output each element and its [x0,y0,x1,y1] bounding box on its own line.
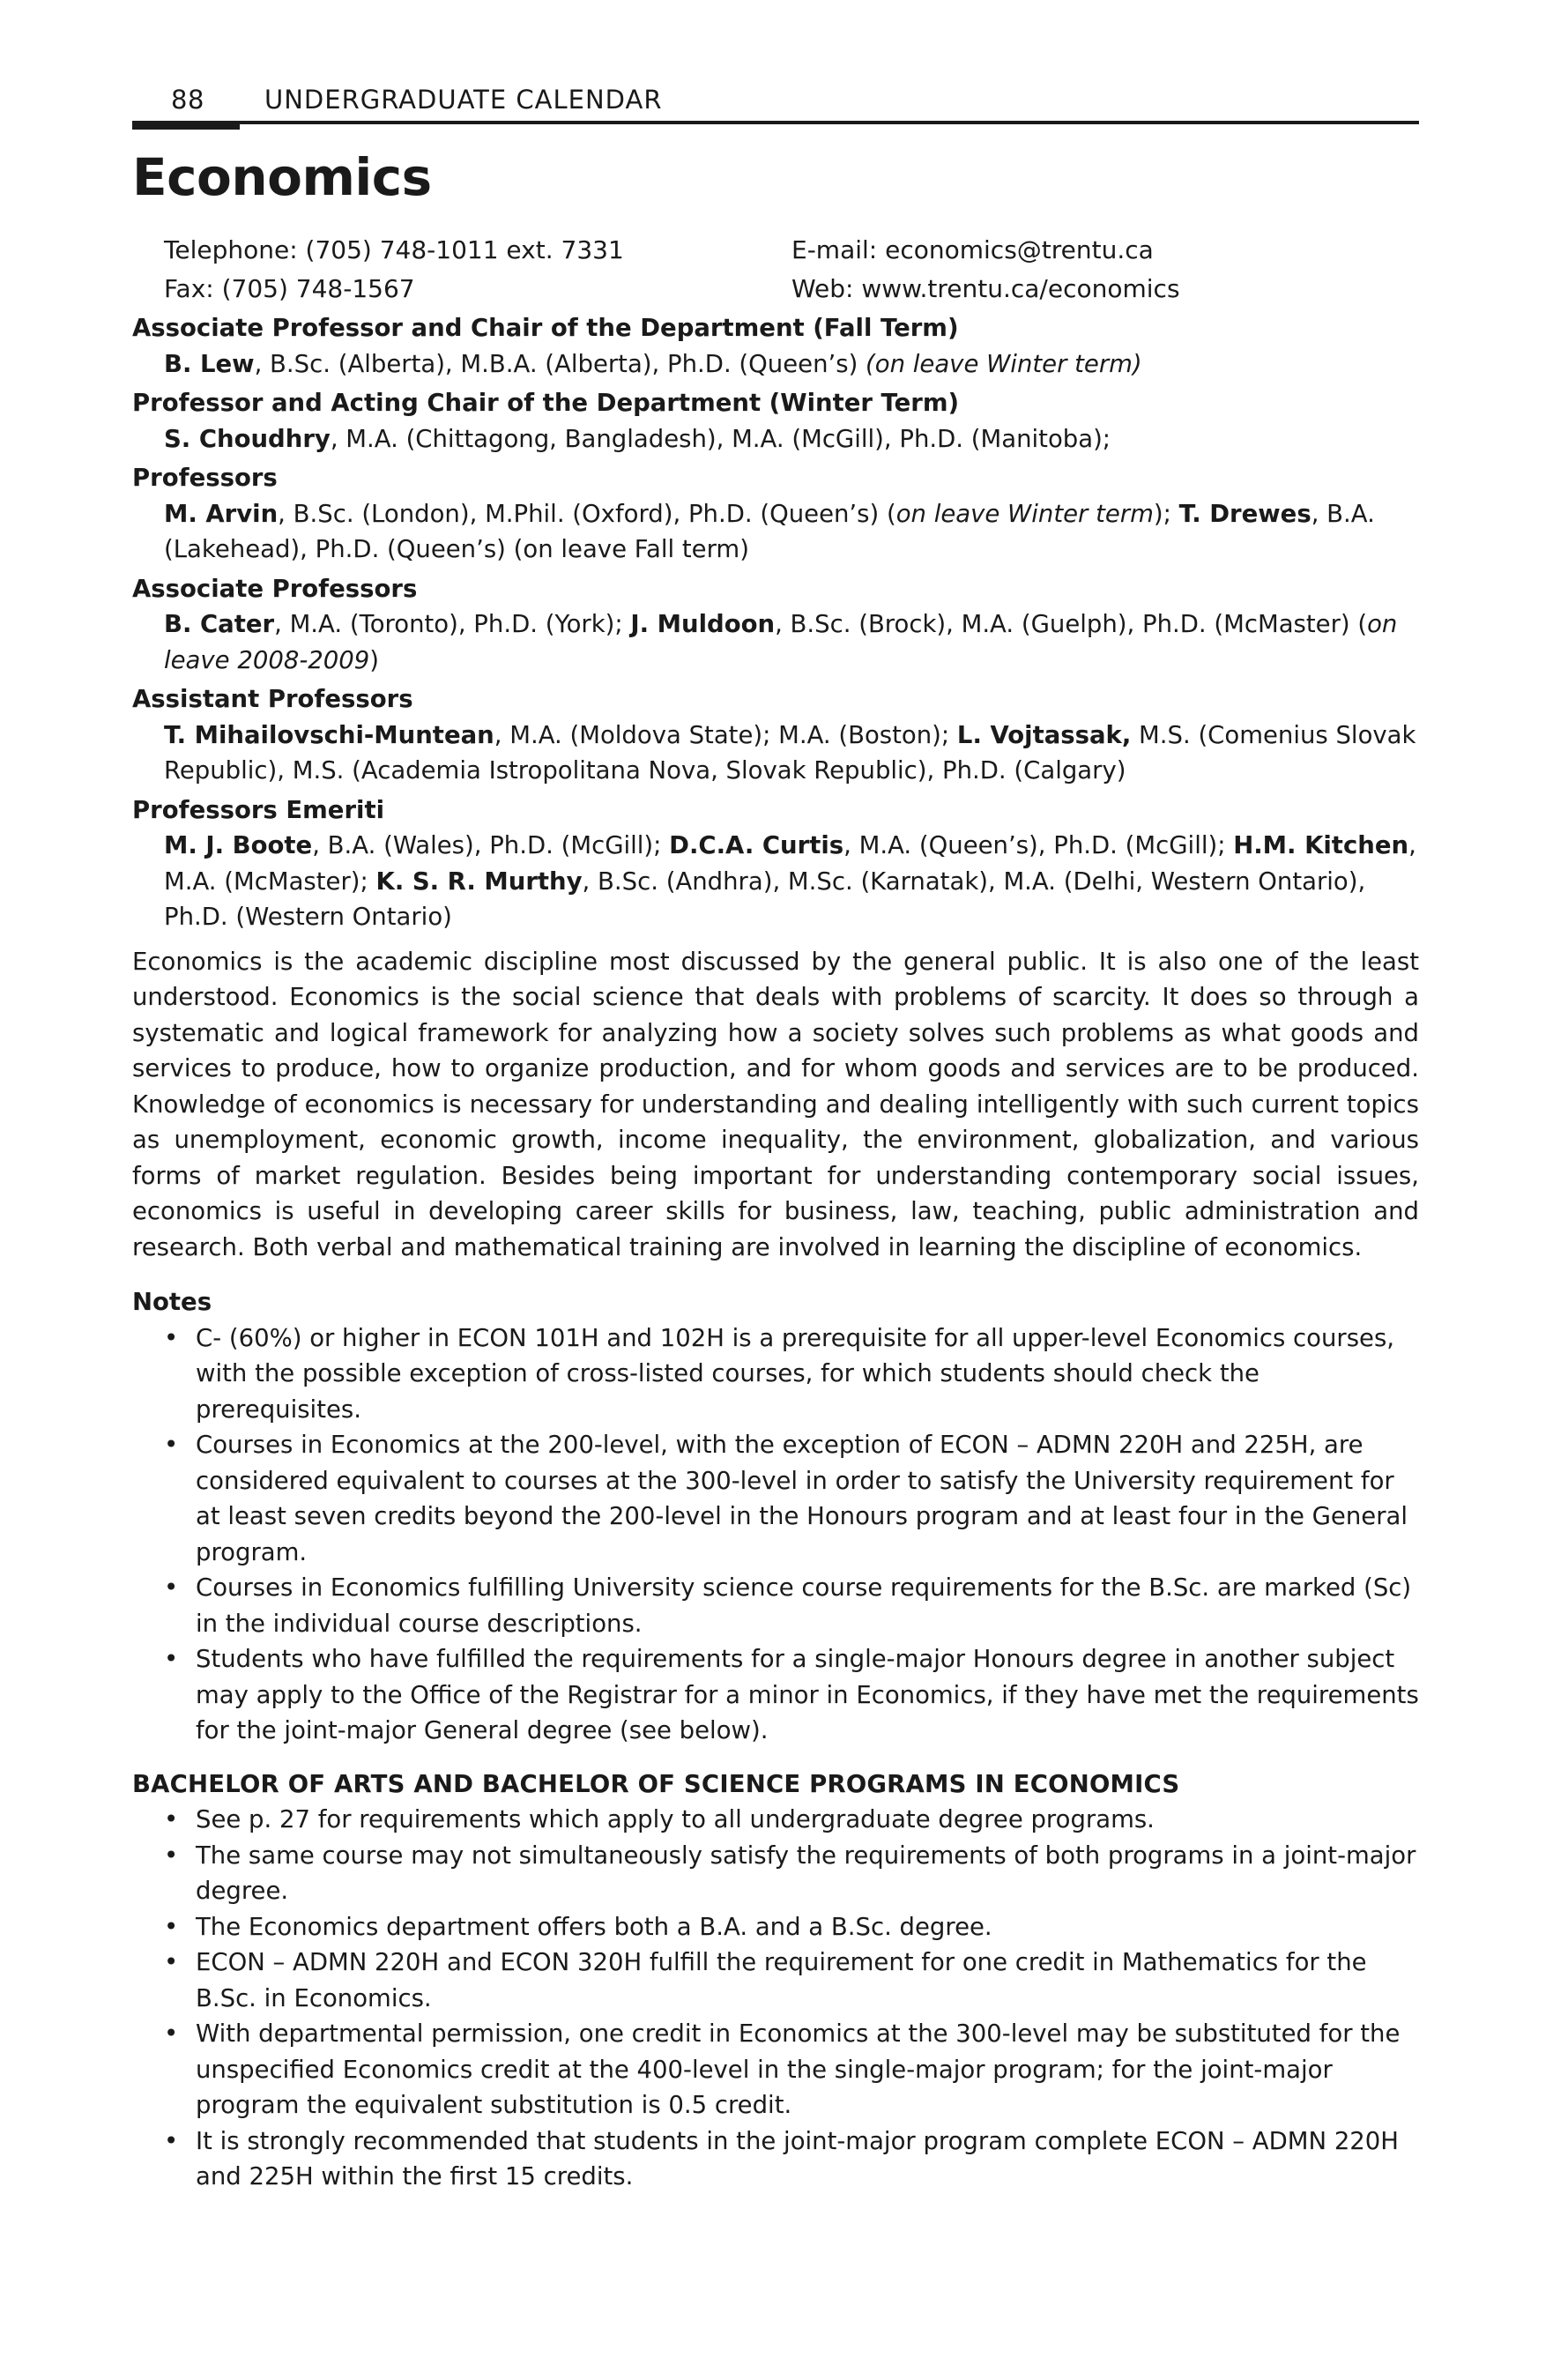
program-item-text: The Economics department offers both a B.A. and a B.Sc. degree. [196,1912,992,1941]
leave-note: on leave 2008-2009 [164,610,1398,674]
note-item [132,1641,1419,1749]
note-item [132,1427,1419,1570]
faculty-name: M. Arvin [164,499,279,528]
leave-note: (on leave Winter term) [866,349,1142,378]
faculty-name: L. Vojtassak, [956,720,1132,749]
note-item [132,1570,1419,1641]
note-item-text: Courses in Economics fulfilling University science course requirements for the B.Sc. are marked (Sc) in the individual course descriptions. [196,1573,1412,1638]
faculty-heading: Associate Professor and Chair of the Department (Fall Term) [132,314,959,342]
page-body [132,310,1419,2195]
faculty-credentials: , B.Sc. (Brock), M.A. (Guelph), Ph.D. (McMaster) ( [775,610,1368,638]
faculty-entries [164,828,1419,935]
faculty-name: T. Drewes [1178,499,1312,528]
faculty-entries [164,718,1419,789]
faculty-credentials-tail: ); [1153,499,1179,528]
web: Web: www.trentu.ca/economics [791,274,1180,303]
program-item [132,1838,1419,1909]
notes-list [132,1320,1419,1749]
faculty-name: H.M. Kitchen [1233,831,1409,859]
bullet-icon: • [164,1645,179,1673]
faculty-credentials: , M.A. (McMaster); [164,831,1416,896]
telephone: Telephone: (705) 748-1011 ext. 7331 [164,235,624,264]
faculty-name: B. Cater [164,610,275,638]
email: E-mail: economics@trentu.ca [791,235,1154,264]
bullet-icon: • [164,1323,179,1352]
page-header [132,85,1419,130]
intro-paragraph: Economics is the academic discipline most discussed by the general public. It is also one of the least understood. Economics is the social science that deals with problems of scarcity. It does so through a systematic and logical framework for analyzing how a society solves such problems as what goods and services to produce, how to organize production, and for whom goods and services are to be produced. Knowledge of economics is necessary for understanding and dealing intelligently with such current topics as unemployment, economic growth, income inequality, the environment, globalization, and various forms of market regulation. Besides being important for understanding contemporary social issues, economics is useful in developing career skills for business, law, teaching, public administration and research. Both verbal and mathematical training are involved in learning the discipline of economics. [132,947,1419,1261]
notes-heading: Notes [132,1288,212,1316]
note-item-text: Courses in Economics at the 200-level, with the exception of ECON – ADMN 220H and 225H, are considered equivalent to courses at the 300-level in order to satisfy the University requirement for at least seven credits beyond the 200-level in the Honours program and at least four in the General program. [196,1431,1408,1566]
bullet-icon: • [164,1841,179,1870]
faculty-heading: Assistant Professors [132,685,413,713]
program-item-text: The same course may not simultaneously satisfy the requirements of both programs in a joint-major degree. [196,1841,1416,1905]
faculty-credentials-tail: ) [369,645,379,674]
programs-list [132,1802,1419,2195]
faculty-credentials: , B.Sc. (Alberta), M.B.A. (Alberta), Ph.D. (Queen’s) [254,349,866,378]
faculty-credentials: , B.A. (Lakehead), Ph.D. (Queen’s) (on leave Fall term) [164,499,1375,563]
bullet-icon: • [164,1431,179,1459]
note-item-text: C- (60%) or higher in ECON 101H and 102H is a prerequisite for all upper-level Economics courses, with the possible exception of cross-listed courses, for which students should check the prerequisites. [196,1323,1395,1424]
bullet-icon: • [164,1912,179,1941]
page-title: Economics [132,147,432,207]
fax: Fax: (705) 748-1567 [164,274,415,303]
bullet-icon: • [164,1805,179,1833]
bullet-icon: • [164,1573,179,1602]
faculty-credentials: , M.A. (Moldova State); M.A. (Boston); [494,720,957,749]
faculty-entries [164,421,1419,457]
faculty-credentials: , B.A. (Wales), Ph.D. (McGill); [312,831,670,859]
bullet-icon: • [164,1948,179,1976]
program-item [132,1945,1419,2016]
program-item [132,2016,1419,2123]
faculty-entries [164,346,1419,383]
faculty-entries [164,496,1419,568]
faculty-name: J. Muldoon [630,610,776,638]
faculty-name: M. J. Boote [164,831,313,859]
faculty-list [132,310,1419,935]
faculty-entries [164,606,1419,678]
note-item-text: Students who have fulfilled the requirements for a single-major Honours degree in another subject may apply to the Office of the Registrar for a minor in Economics, if they have met the requirements for the joint-major General degree (see below). [196,1645,1419,1744]
programs-heading: BACHELOR OF ARTS AND BACHELOR OF SCIENCE PROGRAMS IN ECONOMICS [132,1769,1180,1798]
contact-row-2 [164,270,1416,309]
faculty-credentials: M.S. (Comenius Slovak Republic), M.S. (Academia Istropolitana Nova, Slovak Republic), Ph.D. (Calgary) [164,720,1416,785]
contact-row-1 [164,231,1416,270]
program-item [132,1909,1419,1945]
program-item-text: ECON – ADMN 220H and ECON 320H fulfill the requirement for one credit in Mathematics for the B.Sc. in Economics. [196,1948,1367,2012]
faculty-name: S. Choudhry [164,424,331,453]
running-title: UNDERGRADUATE CALENDAR [264,85,663,115]
header-rule [132,121,1419,124]
faculty-name: D.C.A. Curtis [669,831,844,859]
faculty-heading: Associate Professors [132,574,418,603]
faculty-name: K. S. R. Murthy [375,866,583,896]
bullet-icon: • [164,2126,179,2155]
faculty-heading: Professors Emeriti [132,795,385,824]
leave-note: on leave Winter term [895,499,1154,528]
program-item [132,2123,1419,2195]
program-item-text: It is strongly recommended that students in the joint-major program complete ECON – ADMN 220H and 225H within the first 15 credits. [196,2126,1399,2190]
program-item-text: With departmental permission, one credit in Economics at the 300-level may be substituted for the unspecified Economics credit at the 400-level in the single-major program; for the joint-major program the equivalent substitution is 0.5 credit. [196,2019,1401,2119]
contact-block [164,231,1416,309]
faculty-name: B. Lew [164,349,255,378]
note-item [132,1320,1419,1428]
faculty-credentials: , M.A. (Queen’s), Ph.D. (McGill); [843,831,1234,859]
faculty-credentials: , B.Sc. (London), M.Phil. (Oxford), Ph.D. (Queen’s) ( [278,499,896,528]
faculty-credentials: , M.A. (Toronto), Ph.D. (York); [274,610,631,638]
page-number: 88 [171,85,204,115]
faculty-credentials: , M.A. (Chittagong, Bangladesh), M.A. (McGill), Ph.D. (Manitoba); [330,424,1111,453]
faculty-name: T. Mihailovschi-Muntean [164,720,494,749]
program-item [132,1802,1419,1838]
faculty-heading: Professor and Acting Chair of the Department (Winter Term) [132,389,960,417]
header-tab-marker [132,121,240,130]
program-item-text: See p. 27 for requirements which apply to all undergraduate degree programs. [196,1805,1155,1833]
faculty-heading: Professors [132,464,278,492]
faculty-credentials: , B.Sc. (Andhra), M.Sc. (Karnatak), M.A. (Delhi, Western Ontario), Ph.D. (Western Ontario) [164,866,1366,931]
bullet-icon: • [164,2019,179,2048]
